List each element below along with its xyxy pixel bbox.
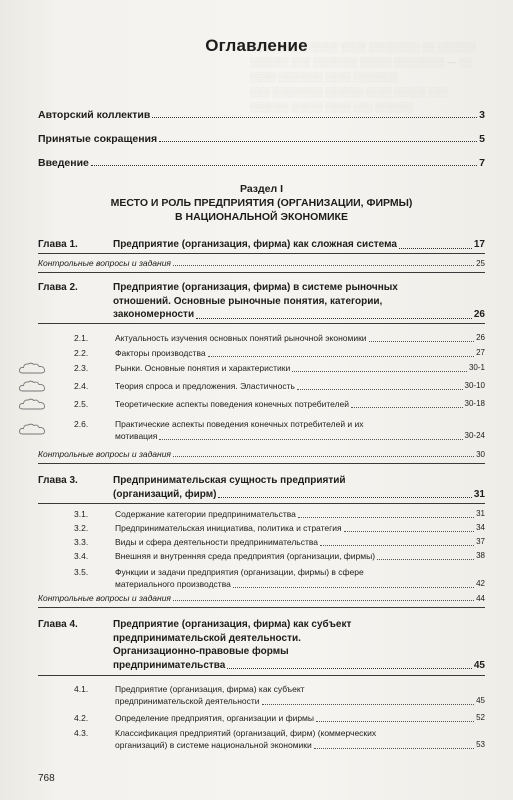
- section-title-line: Определение предприятия, организации и фирмы: [115, 713, 315, 723]
- chapter-title-line: предпринимательской деятельности.: [113, 632, 301, 644]
- leader-dots: [173, 265, 474, 266]
- leader-dots: [314, 748, 474, 749]
- section-number: 3.5.: [74, 567, 89, 577]
- leader-dots: [351, 407, 463, 408]
- section-number: 2.2.: [74, 348, 89, 358]
- section-number: 4.1.: [74, 684, 89, 694]
- part-number: Раздел I: [239, 183, 284, 195]
- section-page: 38: [476, 551, 485, 560]
- section-title-last-line: [115, 522, 485, 534]
- leader-dots: [297, 389, 463, 390]
- section-page: 37: [476, 537, 485, 546]
- section-number: 2.6.: [74, 419, 89, 429]
- leader-dots: [227, 668, 472, 669]
- section-title: [115, 508, 485, 520]
- chapter-title-line: Предпринимательская сущность предприятий: [113, 475, 346, 486]
- divider: [38, 272, 485, 273]
- chapter-title-line: Предприятие (организация, фирма) как субъект: [113, 619, 352, 630]
- section-title-line: материального производства: [115, 579, 231, 589]
- section-title-line: Рынки. Основные понятия и характеристики: [115, 363, 291, 373]
- leader-dots: [159, 439, 462, 440]
- toc-entry-page: 5: [479, 133, 485, 145]
- leader-dots: [218, 497, 471, 498]
- chapter-page: 45: [473, 659, 485, 671]
- section-page: 26: [476, 333, 485, 342]
- cloud-icon: [18, 361, 46, 373]
- control-questions-entry[interactable]: [38, 593, 485, 603]
- section-title: [115, 727, 485, 751]
- toc-entry-page: 3: [479, 109, 485, 121]
- section-title-last-line: [115, 739, 485, 751]
- section-title-line: Классификация предприятий (организаций, фирм) (коммерческих: [115, 728, 377, 738]
- section-page: 45: [476, 696, 485, 705]
- chapter-title-last-line: [113, 238, 485, 252]
- control-questions-label: Контрольные вопросы и задания: [38, 449, 171, 459]
- section-title-last-line: [115, 380, 485, 392]
- divider: [38, 323, 485, 324]
- section-number: 3.4.: [74, 551, 89, 561]
- chapter-title-line: (организаций, фирм): [113, 488, 217, 500]
- section-title-line: Предпринимательская инициатива, политика и стратегия: [115, 523, 342, 533]
- toc-entry-page: 7: [479, 157, 485, 169]
- section-title: [115, 380, 485, 392]
- section-title-last-line: [115, 430, 485, 442]
- leader-dots: [399, 248, 472, 249]
- leader-dots: [173, 456, 474, 457]
- section-title-last-line: [115, 536, 485, 548]
- chapter-page: 17: [473, 239, 485, 250]
- section-number: 2.5.: [74, 399, 89, 409]
- show-through-text: ░░░░ ░░░ ░░░░░░ ░░░░ ░░░░░░░░ ░░ ░░░░░░ ░░░░░░ ░░░ ░░░░░░░ ░░░░░ ░░░░░░░░ — ░░ ░░░░ ░░░░░░░ ░░░░ ░░░░░░░ ░░░ ░░░░░░░░ ░░░░░░ ░░░░ ░░░░░ ░░░ ░░░░░░ ░░░░░ ░░░░ ░░░ ░░░░░░: [250, 42, 476, 112]
- cloud-icon: [18, 397, 46, 409]
- section-number: 4.2.: [74, 713, 89, 723]
- section-number: 3.3.: [74, 537, 89, 547]
- section-title-last-line: [115, 362, 485, 374]
- chapter-number: Глава 3.: [38, 475, 78, 486]
- section-title-line: мотивация: [115, 431, 158, 441]
- chapter-title-line: предпринимательства: [113, 659, 226, 671]
- section-number: 2.3.: [74, 363, 89, 373]
- section-title: [115, 536, 485, 548]
- page-number: 768: [38, 773, 55, 784]
- part-header: [38, 182, 485, 224]
- chapter-title-line: Организационно-правовые формы: [113, 646, 289, 657]
- leader-dots: [377, 559, 474, 560]
- chapter-title-line: Предприятие (организация, фирма) в системе рыночных: [113, 282, 398, 293]
- chapter-title-last-line: [113, 488, 485, 502]
- control-questions-label: Контрольные вопросы и задания: [38, 258, 171, 268]
- cloud-icon: [18, 379, 46, 391]
- leader-dots: [91, 165, 477, 166]
- cloud-icon: [18, 422, 46, 434]
- section-page: 34: [476, 523, 485, 532]
- section-title-line: Теоретические аспекты поведения конечных потребителей: [115, 399, 350, 409]
- section-title-line: Предприятие (организация, фирма) как субъект: [115, 684, 305, 694]
- divider: [38, 253, 485, 254]
- leader-dots: [292, 371, 467, 372]
- section-title-line: Факторы производства: [115, 348, 206, 358]
- section-page: 30-24: [464, 431, 485, 440]
- section-title: [115, 550, 485, 562]
- chapter-page: 31: [473, 488, 485, 500]
- section-title-last-line: [115, 398, 485, 410]
- control-questions-page: 30: [476, 450, 485, 459]
- section-title-line: организаций) в системе национальной экономики: [115, 740, 312, 750]
- divider: [38, 675, 485, 676]
- section-title-line: Актуальность изучения основных понятий рыночной экономики: [115, 333, 367, 343]
- chapter-title-last-line: [113, 308, 485, 322]
- chapter-title-line: Предприятие (организация, фирма) как сложная система: [113, 239, 397, 250]
- toc-entry[interactable]: [38, 155, 485, 169]
- toc-entry[interactable]: [38, 131, 485, 145]
- control-questions-page: 25: [476, 259, 485, 268]
- part-title-line: В НАЦИОНАЛЬНОЙ ЭКОНОМИКЕ: [175, 211, 348, 223]
- toc-entry-label: Принятые сокращения: [38, 133, 158, 145]
- section-title: [115, 418, 485, 442]
- section-page: 42: [476, 579, 485, 588]
- section-title-line: Теория спроса и предложения. Эластичность: [115, 381, 295, 391]
- section-title-last-line: [115, 332, 485, 344]
- section-title-last-line: [115, 712, 485, 724]
- leader-dots: [262, 704, 475, 705]
- section-title-last-line: [115, 578, 485, 590]
- chapter-page: 26: [473, 309, 485, 320]
- section-title-line: Практические аспекты поведения конечных потребителей и их: [115, 419, 364, 429]
- section-page: 52: [476, 713, 485, 722]
- section-page: 31: [476, 509, 485, 518]
- toc-heading: Оглавление: [205, 36, 308, 55]
- section-page: 30-18: [464, 399, 485, 408]
- chapter-number: Глава 2.: [38, 282, 78, 293]
- divider: [38, 607, 485, 608]
- leader-dots: [159, 141, 477, 142]
- section-title-line: Функции и задачи предприятия (организации, фирмы) в сфере: [115, 567, 364, 577]
- leader-dots: [233, 587, 474, 588]
- divider: [38, 503, 485, 504]
- section-number: 2.4.: [74, 381, 89, 391]
- section-title-line: Внешняя и внутренняя среда предприятия (организации, фирмы): [115, 551, 376, 561]
- chapter-title: [113, 238, 485, 252]
- section-title: [115, 347, 485, 359]
- control-questions-entry[interactable]: [38, 258, 485, 268]
- toc-entry-label: Введение: [38, 157, 89, 169]
- chapter-title: [113, 618, 485, 672]
- chapter-title: [113, 474, 485, 501]
- chapter-title-last-line: [113, 659, 485, 673]
- leader-dots: [316, 721, 474, 722]
- section-title-line: предпринимательской деятельности: [115, 696, 260, 706]
- section-title: [115, 332, 485, 344]
- section-title-last-line: [115, 508, 485, 520]
- chapter-number: Глава 4.: [38, 619, 78, 630]
- part-title-line: МЕСТО И РОЛЬ ПРЕДПРИЯТИЯ (ОРГАНИЗАЦИИ, ФИРМЫ): [110, 197, 413, 209]
- section-title-line: Содержание категории предпринимательства: [115, 509, 296, 519]
- section-title: [115, 522, 485, 534]
- chapter-number: Глава 1.: [38, 239, 78, 250]
- leader-dots: [208, 356, 474, 357]
- toc-entry[interactable]: [38, 107, 485, 121]
- section-title-last-line: [115, 550, 485, 562]
- chapter-title-line: отношений. Основные рыночные понятия, категории,: [113, 295, 383, 307]
- section-title: [115, 566, 485, 590]
- control-questions-entry[interactable]: [38, 449, 485, 459]
- section-title: [115, 398, 485, 410]
- section-title-last-line: [115, 695, 485, 707]
- leader-dots: [173, 600, 474, 601]
- leader-dots: [369, 341, 475, 342]
- section-page: 53: [476, 740, 485, 749]
- section-title: [115, 712, 485, 724]
- section-page: 27: [476, 348, 485, 357]
- chapter-title: [113, 281, 485, 322]
- control-questions-page: 44: [476, 594, 485, 603]
- chapter-title-line: закономерности: [113, 309, 195, 320]
- section-title: [115, 362, 485, 374]
- section-number: 2.1.: [74, 333, 89, 343]
- control-questions-label: Контрольные вопросы и задания: [38, 593, 171, 603]
- leader-dots: [344, 531, 475, 532]
- toc-entry-label: Авторский коллектив: [38, 109, 151, 121]
- section-title-line: Виды и сфера деятельности предпринимательства: [115, 537, 318, 547]
- leader-dots: [320, 545, 474, 546]
- section-title: [115, 683, 485, 707]
- section-number: 3.1.: [74, 509, 89, 519]
- leader-dots: [196, 318, 472, 319]
- section-page: 30-1: [468, 363, 485, 372]
- section-number: 3.2.: [74, 523, 89, 533]
- leader-dots: [152, 117, 477, 118]
- leader-dots: [298, 517, 474, 518]
- section-title-last-line: [115, 347, 485, 359]
- divider: [38, 463, 485, 464]
- section-page: 30-10: [464, 381, 485, 390]
- section-number: 4.3.: [74, 728, 89, 738]
